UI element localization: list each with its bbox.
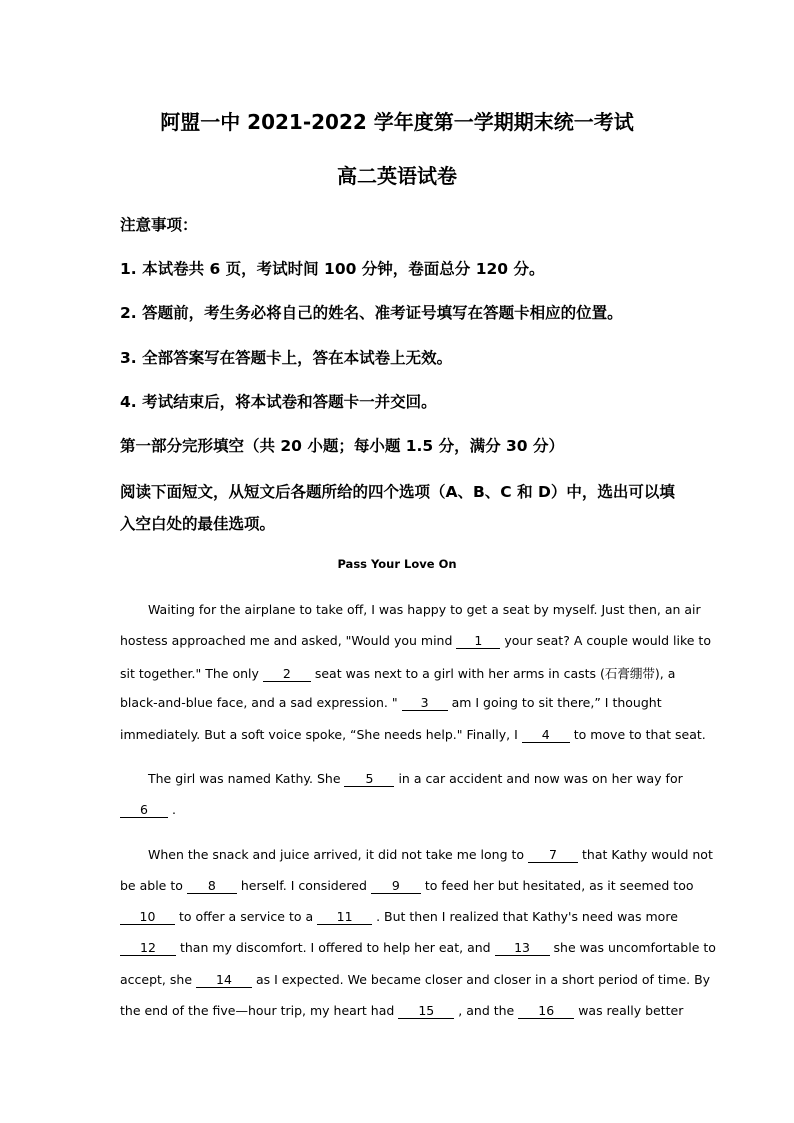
passage-text: as I expected. We became closer and closer in a short period of time. By [251,972,711,987]
passage-text: be able to [120,878,187,893]
passage-text: your seat? A couple would like to [500,633,711,648]
passage-line [120,727,706,743]
section-instruction-line2: 入空白处的最佳选项。 [120,515,276,533]
section-title: 第一部分完形填空（共 20 小题；每小题 1.5 分，满分 30 分） [120,437,564,455]
passage-line [120,909,678,925]
exam-title: 阿盟一中 2021-2022 学年度第一学期期末统一考试 [160,110,634,134]
passage-title: Pass Your Love On [337,557,457,571]
notice-item-1: 1. 本试卷共 6 页，考试时间 100 分钟，卷面总分 120 分。 [120,260,545,278]
passage-text: accept, she [120,972,196,987]
blank-15: 15 [398,1004,454,1019]
passage-text: immediately. But a soft voice spoke, “She needs help." Finally, I [120,727,522,742]
passage-text: the end of the five—hour trip, my heart had [120,1003,399,1018]
blank-7: 7 [528,848,578,863]
passage-text: black-and-blue face, and a sad expression. " [120,695,402,710]
passage-text: Waiting for the airplane to take off, I was happy to get a seat by myself. Just then, an air [148,602,701,617]
passage-text: am I going to sit there,” I thought [447,695,662,710]
passage-text: in a car accident and now was on her way for [394,771,683,786]
blank-10: 10 [120,910,175,925]
passage-text: . But then I realized that Kathy's need was more [372,909,678,924]
passage-text: sit together." The only [120,666,263,681]
exam-subtitle: 高二英语试卷 [337,164,457,188]
blank-2: 2 [263,667,311,682]
passage-line [120,664,675,682]
passage-text: that Kathy would not [578,847,713,862]
blank-5: 5 [344,772,394,787]
blank-4: 4 [522,728,570,743]
passage-text: to feed her but hesitated, as it seemed too [420,878,694,893]
passage-text: When the snack and juice arrived, it did not take me long to [148,847,529,862]
passage-line [120,878,694,894]
blank-16: 16 [518,1004,574,1019]
blank-12: 12 [120,941,176,956]
blank-11: 11 [317,910,372,925]
passage-line [120,1003,683,1019]
passage-text: seat was next to a girl with her arms in casts (石膏绷带), a [310,666,676,681]
passage-text: hostess approached me and asked, "Would you mind [120,633,457,648]
passage-text: to move to that seat. [569,727,706,742]
notice-item-2: 2. 答题前，考生务必将自己的姓名、准考证号填写在答题卡相应的位置。 [120,304,623,322]
passage-line [148,771,683,787]
blank-1: 1 [456,634,500,649]
passage-text: she was uncomfortable to [549,940,716,955]
passage-line [120,695,662,711]
notice-item-3: 3. 全部答案写在答题卡上，答在本试卷上无效。 [120,349,453,367]
passage-line [148,602,701,617]
notice-item-4: 4. 考试结束后，将本试卷和答题卡一并交回。 [120,393,437,411]
passage-text: than my discomfort. I offered to help her eat, and [176,940,495,955]
passage-line [120,972,710,988]
blank-8: 8 [187,879,237,894]
blank-3: 3 [402,696,448,711]
passage-line [120,802,176,818]
passage-text: herself. I considered [236,878,371,893]
section-instruction-line1: 阅读下面短文，从短文后各题所给的四个选项（A、B、C 和 D）中，选出可以填 [120,483,675,501]
passage-text: to offer a service to a [175,909,318,924]
passage-text: was really better [574,1003,684,1018]
passage-line [120,940,716,956]
blank-6: 6 [120,803,168,818]
passage-line [148,847,713,863]
blank-13: 13 [495,941,550,956]
notice-heading: 注意事项： [120,216,198,234]
blank-9: 9 [371,879,421,894]
passage-text: , and the [454,1003,519,1018]
passage-text: The girl was named Kathy. She [148,771,345,786]
passage-line [120,633,711,649]
blank-14: 14 [196,973,252,988]
passage-text: . [168,802,176,817]
